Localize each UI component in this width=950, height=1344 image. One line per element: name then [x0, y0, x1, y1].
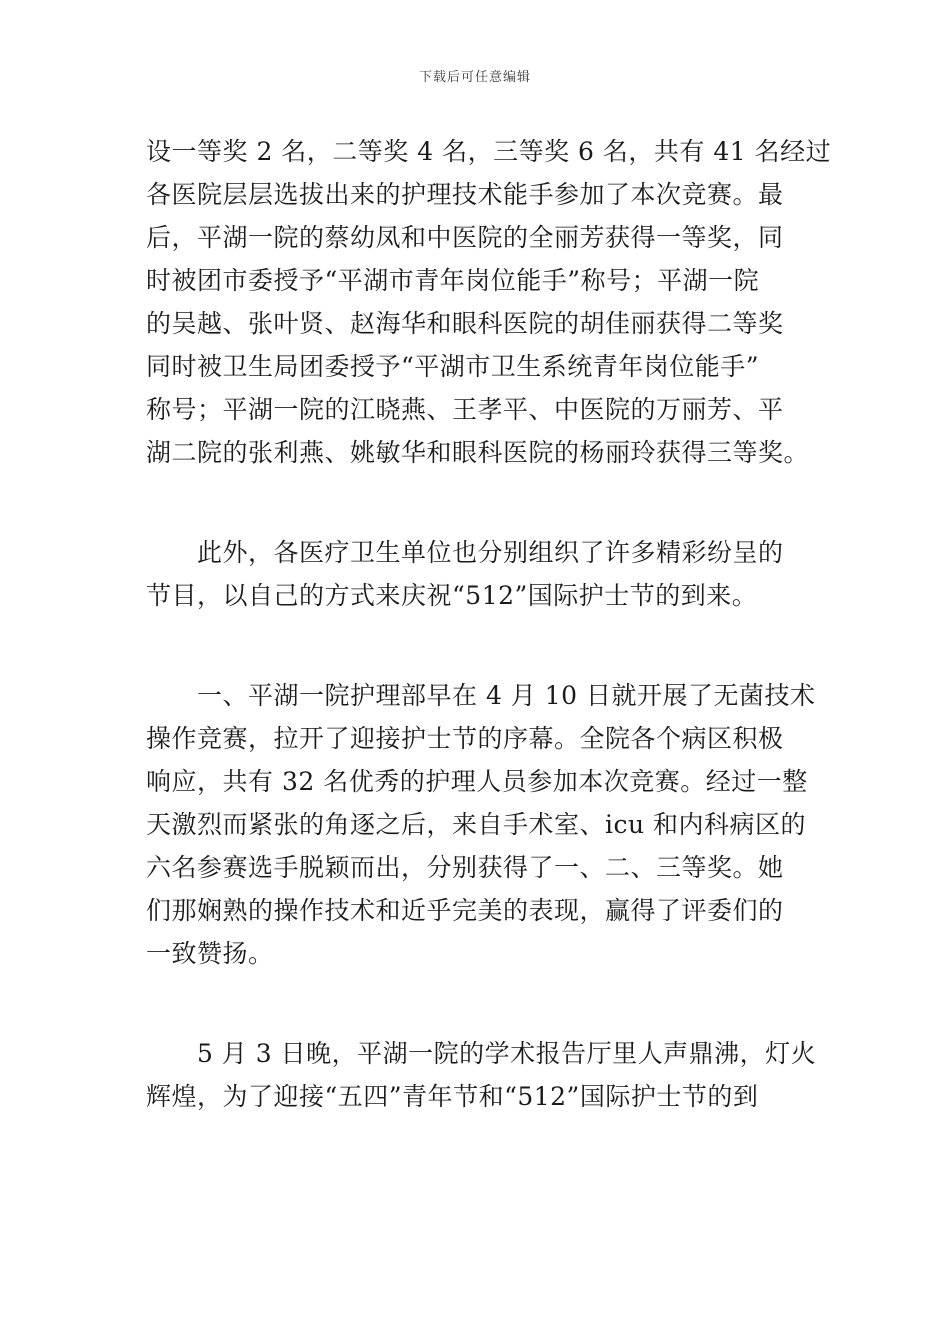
text-line: 辉煌，为了迎接“五四”青年节和“512”国际护士节的到 — [146, 1082, 759, 1111]
paragraph-spacer — [146, 975, 806, 1032]
document-body — [146, 130, 832, 1118]
text-line: 设一等奖 2 名，二等奖 4 名，三等奖 6 名，共有 41 名经过 — [146, 137, 832, 166]
text-line: 各医院层层选拔出来的护理技术能手参加了本次竞赛。最 — [146, 180, 784, 209]
paragraph-celebrations — [146, 531, 806, 617]
text-line: 时被团市委授予“平湖市青年岗位能手”称号；平湖一院 — [146, 266, 760, 295]
text-line: 的吴越、张叶贤、赵海华和眼科医院的胡佳丽获得二等奖 — [146, 309, 784, 338]
text-line: 操作竞赛，拉开了迎接护士节的序幕。全院各个病区积极 — [146, 724, 784, 753]
paragraph-aseptic-competition — [146, 674, 816, 975]
paragraph-awards — [146, 130, 832, 474]
text-line: 一致赞扬。 — [146, 939, 274, 968]
paragraph-spacer — [146, 474, 806, 531]
text-line: 后，平湖一院的蔡幼凤和中医院的全丽芳获得一等奖，同 — [146, 223, 784, 252]
text-line: 此外，各医疗卫生单位也分别组织了许多精彩纷呈的 — [197, 538, 784, 567]
text-line: 一、平湖一院护理部早在 4 月 10 日就开展了无菌技术 — [197, 681, 816, 710]
text-line: 节目，以自己的方式来庆祝“512”国际护士节的到来。 — [146, 581, 758, 610]
text-line: 5 月 3 日晚，平湖一院的学术报告厅里人声鼎沸，灯火 — [197, 1039, 817, 1068]
text-line: 们那娴熟的操作技术和近乎完美的表现，赢得了评委们的 — [146, 896, 784, 925]
text-line: 响应，共有 32 名优秀的护理人员参加本次竞赛。经过一整 — [146, 767, 808, 796]
page-header: 下载后可任意编辑 — [418, 70, 531, 85]
text-line: 六名参赛选手脱颖而出，分别获得了一、二、三等奖。她 — [146, 853, 784, 882]
text-line: 湖二院的张利燕、姚敏华和眼科医院的杨丽玲获得三等奖。 — [146, 438, 810, 467]
paragraph-spacer — [146, 617, 806, 674]
paragraph-evening-event — [146, 1032, 817, 1118]
text-line: 称号；平湖一院的江晓燕、王孝平、中医院的万丽芳、平 — [146, 395, 784, 424]
text-line: 同时被卫生局团委授予“平湖市卫生系统青年岗位能手” — [146, 352, 760, 381]
text-line: 天激烈而紧张的角逐之后，来自手术室、icu 和内科病区的 — [146, 810, 807, 839]
